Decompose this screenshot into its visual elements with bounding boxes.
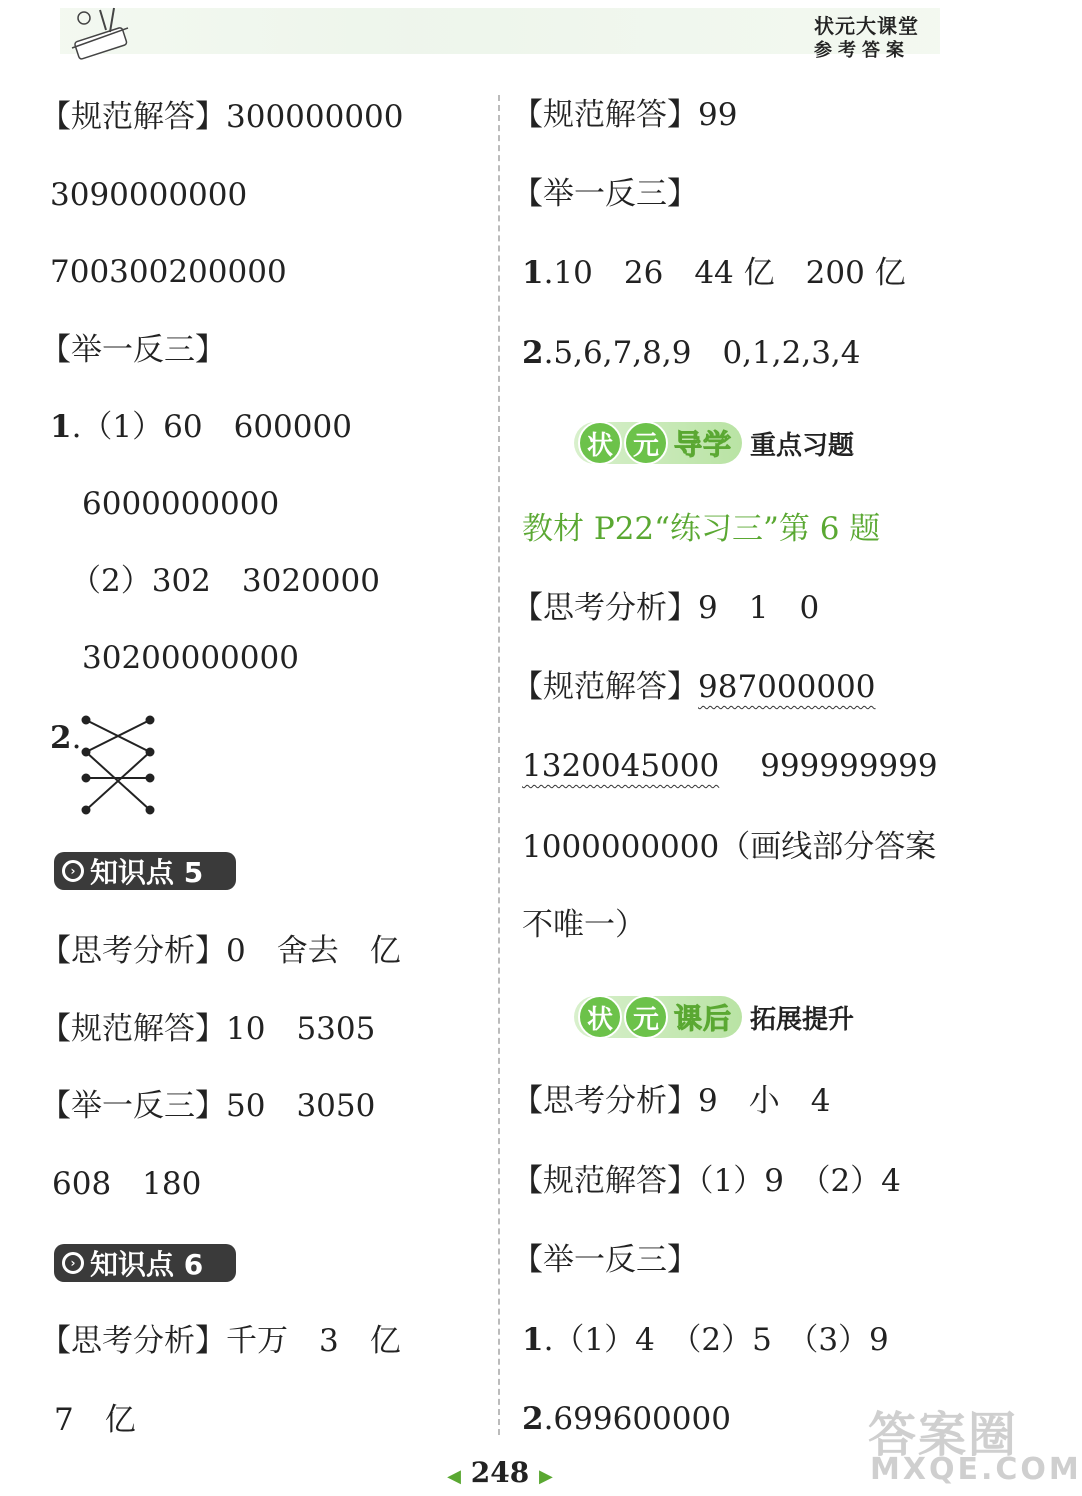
header-title: 状元大课堂	[814, 14, 919, 38]
right-answer-3: 【规范解答】（1）9 （2）4	[512, 1163, 901, 1199]
right-answer-line-1: 【规范解答】99	[512, 97, 738, 133]
left-heading-ju-yi: 【举一反三】	[40, 332, 226, 368]
page-number: ◀ 248 ▶	[447, 1456, 553, 1489]
right-answer-2-note-cont: 不唯一）	[522, 907, 646, 943]
left-item-1-cont: 6000000000	[82, 486, 280, 522]
section-daoxue-header: 状 元 导学 重点习题	[574, 418, 854, 468]
left-answer-5: 【规范解答】10 5305	[40, 1011, 376, 1047]
right-analysis-3: 【思考分析】9 小 4	[512, 1083, 831, 1119]
left-item-2: 2.	[50, 720, 82, 756]
right-answer-2-cont: 1320045000 999999999	[522, 748, 938, 784]
left-answer-line-1: 【规范解答】300000000	[40, 99, 404, 135]
left-answer-line-2: 3090000000	[50, 177, 248, 213]
right-item-2: 2.5,6,7,8,9 0,1,2,3,4	[522, 335, 861, 371]
right-answer-2-note: 1000000000（画线部分答案	[522, 829, 937, 865]
textbook-exercise-title: 教材 P22“练习三”第 6 题	[522, 511, 881, 547]
left-item-1: 1.（1）60 600000	[50, 409, 352, 445]
arrow-circle-icon: ›	[62, 860, 84, 882]
section-kehou-header: 状 元 课后 拓展提升	[574, 992, 854, 1042]
arrow-circle-icon: ›	[62, 1252, 84, 1274]
right-triangle-icon: ▶	[538, 1466, 553, 1487]
right-heading-ju-yi: 【举一反三】	[512, 176, 698, 212]
left-practice-5: 【举一反三】50 3050	[40, 1088, 376, 1124]
right-heading-ju-yi-2: 【举一反三】	[512, 1242, 698, 1278]
left-practice-5-cont: 608 180	[52, 1166, 202, 1202]
left-item-1-part2: （2）302 3020000	[70, 563, 380, 599]
left-answer-line-3: 700300200000	[50, 254, 287, 290]
left-analysis-5: 【思考分析】0 舍去 亿	[40, 933, 401, 969]
right-item-4: 2.699600000	[522, 1401, 731, 1437]
header-subtitle: 参考答案	[814, 40, 910, 61]
right-item-1: 1.10 26 44 亿 200 亿	[522, 255, 906, 291]
stationery-logo-icon	[62, 4, 142, 62]
matching-lines-diagram	[76, 714, 160, 814]
left-item-1-part2-cont: 30200000000	[82, 640, 299, 676]
column-divider	[498, 95, 500, 1435]
right-answer-2: 【规范解答】987000000	[512, 669, 876, 705]
watermark-logo: 答案圈	[868, 1407, 1019, 1463]
left-triangle-icon: ◀	[447, 1466, 462, 1487]
right-item-3: 1.（1）4 （2）5 （3）9	[522, 1322, 889, 1358]
watermark-url: MXQE.COM	[870, 1452, 1082, 1487]
knowledge-point-6-badge: › 知识点 6	[54, 1244, 236, 1282]
left-analysis-6-cont: 7 亿	[54, 1402, 136, 1438]
right-analysis-1: 【思考分析】9 1 0	[512, 590, 820, 626]
knowledge-point-5-badge: › 知识点 5	[54, 852, 236, 890]
left-analysis-6: 【思考分析】千万 3 亿	[40, 1323, 401, 1359]
header-band	[60, 8, 940, 54]
